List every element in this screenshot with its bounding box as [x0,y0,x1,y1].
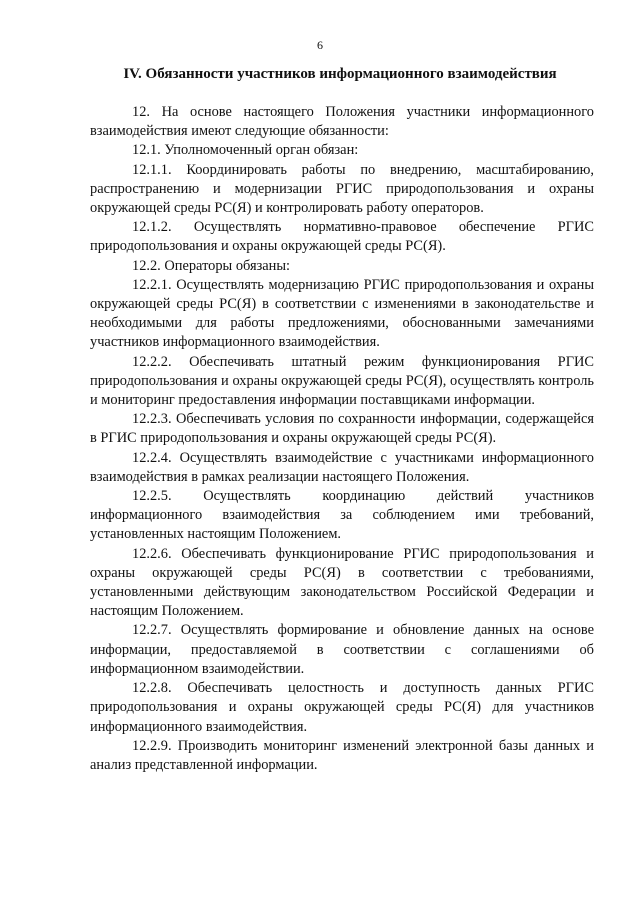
document-body [90,103,594,775]
paragraph-12-2-9: 12.2.9. Производить мониторинг изменений электронной базы данных и анализ представленной информации. [90,737,594,773]
paragraph-12-2-1: 12.2.1. Осуществлять модернизацию РГИС природопользования и охраны окружающей среды РС(Я) в соответствии с изменениями в законодательстве и необходимыми для работы предложениями, обоснованными замечаниями участников информационного взаимодействия. [90,276,594,351]
paragraph-12-1: 12.1. Уполномоченный орган обязан: [132,142,359,159]
paragraph-12-2-4: 12.2.4. Осуществлять взаимодействие с участниками информационного взаимодействия в рамках реализации настоящего Положения. [90,449,594,485]
page-number: 6 [317,38,323,52]
paragraph-12-2-5: 12.2.5. Осуществлять координацию действий участников информационного взаимодействия за соблюдением ими требований, установленных настоящим Положением. [90,488,594,543]
section-title: IV. Обязанности участников информационного взаимодействия [123,66,557,82]
paragraph-12-1-1: 12.1.1. Координировать работы по внедрению, масштабированию, распространению и модернизации РГИС природопользования и охраны окружающей среды РС(Я) и контролировать работу операторов. [90,161,594,217]
paragraph-12-2: 12.2. Операторы обязаны: [132,257,291,274]
paragraph-12-2-3: 12.2.3. Обеспечивать условия по сохранности информации, содержащейся в РГИС природопользования и охраны окружающей среды РС(Я). [90,411,594,447]
paragraph-12-2-2: 12.2.2. Обеспечивать штатный режим функционирования РГИС природопользования и охраны окружающей среды РС(Я), осуществлять контроль и мониторинг предоставления информации поставщиками информации. [90,353,594,409]
paragraph-12-1-2: 12.1.2. Осуществлять нормативно-правовое обеспечение РГИС природопользования и охраны окружающей среды РС(Я). [90,219,594,255]
paragraph-12: 12. На основе настоящего Положения участники информационного взаимодействия имеют следующие обязанности: [90,104,594,140]
paragraph-12-2-6: 12.2.6. Обеспечивать функционирование РГИС природопользования и охраны окружающей среды РС(Я) в соответствии с требованиями, установленными действующим законодательством Российской Федерации и настоящим Положением. [90,545,594,620]
paragraph-12-2-7: 12.2.7. Осуществлять формирование и обновление данных на основе информации, предоставляемой в соответствии с соглашениями об информационном взаимодействии. [90,622,594,677]
paragraph-12-2-8: 12.2.8. Обеспечивать целостность и доступность данных РГИС природопользования и охраны окружающей среды РС(Я) для участников информационного взаимодействия. [90,680,594,735]
